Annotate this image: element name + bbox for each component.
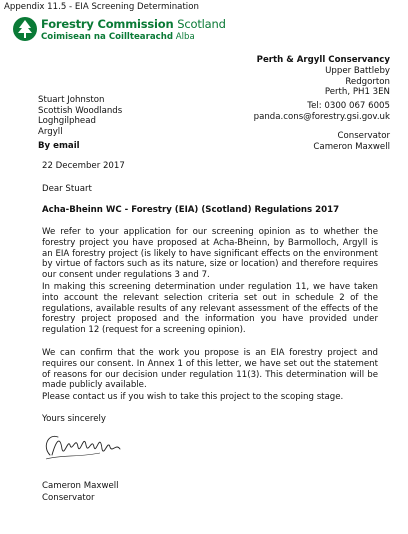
sender-conservancy: Perth & Argyll Conservancy — [256, 55, 390, 65]
sender-address — [325, 66, 390, 98]
brand-gaelic-bold: Coimisean na Coilltearachd — [41, 32, 174, 42]
handwritten-signature — [40, 425, 130, 467]
paragraph: We refer to your application for our screening opinion as to whether the forestry project you have proposed at Acha-Bheinn, by Barmolloch, Argyll is an EIA forestry project (is likely to have significant effects on the environment by virtue of factors such as its nature, size or location) and therefore requires our consent under regulations 3 and 7. — [42, 227, 378, 281]
subject-heading: Acha-Bheinn WC - Forestry (EIA) (Scotland) Regulations 2017 — [42, 205, 340, 215]
brand-name — [41, 17, 226, 31]
salutation: Dear Stuart — [42, 184, 92, 194]
brand-gaelic-light: Alba — [175, 32, 195, 42]
paragraph: Please contact us if you wish to take this project to the scoping stage. — [42, 392, 344, 402]
delivery-method: By email — [38, 141, 80, 151]
letter-date: 22 December 2017 — [42, 161, 125, 171]
tree-logo-icon — [12, 16, 38, 42]
paragraph: In making this screening determination under regulation 11, we have taken into account the relevant selection criteria set out in schedule 2 of the regulations, available results of any relevant assessment of the effects of the forestry project proposed and the information you have provided under regulation 12 (request for a screening opinion). — [42, 282, 378, 336]
recipient-line: Argyll — [38, 126, 63, 137]
sender-contact — [254, 101, 390, 122]
sender-tel: Tel: 0300 067 6005 — [307, 101, 390, 111]
brand-gaelic — [41, 32, 195, 42]
sender-address-line: Upper Battleby — [325, 66, 390, 76]
sender-signatory — [313, 131, 390, 152]
brand-name-light: Scotland — [177, 17, 226, 31]
signatory-name: Cameron Maxwell — [42, 481, 119, 491]
brand-name-bold: Forestry Commission — [41, 17, 174, 31]
recipient-line: Loghgilphead — [38, 116, 96, 127]
recipient-line: Scottish Woodlands — [38, 105, 123, 116]
sender-email: panda.cons@forestry.gsi.gov.uk — [253, 111, 390, 122]
signatory-title: Conservator — [42, 493, 95, 503]
closing: Yours sincerely — [42, 414, 106, 424]
appendix-header: Appendix 11.5 - EIA Screening Determination — [4, 2, 199, 12]
sender-role: Conservator — [337, 131, 390, 141]
recipient-line: Stuart Johnston — [38, 95, 105, 105]
paragraph: We can confirm that the work you propose is an EIA forestry project and requires our consent. In Annex 1 of this letter, we have set out the statement of reasons for our decision under regulation 11(3). This determination will be made publicly available. — [42, 348, 378, 391]
recipient-address — [38, 95, 122, 137]
sender-address-line: Redgorton — [345, 76, 390, 87]
sender-address-line: Perth, PH1 3EN — [324, 87, 390, 98]
sender-name: Cameron Maxwell — [313, 141, 390, 152]
